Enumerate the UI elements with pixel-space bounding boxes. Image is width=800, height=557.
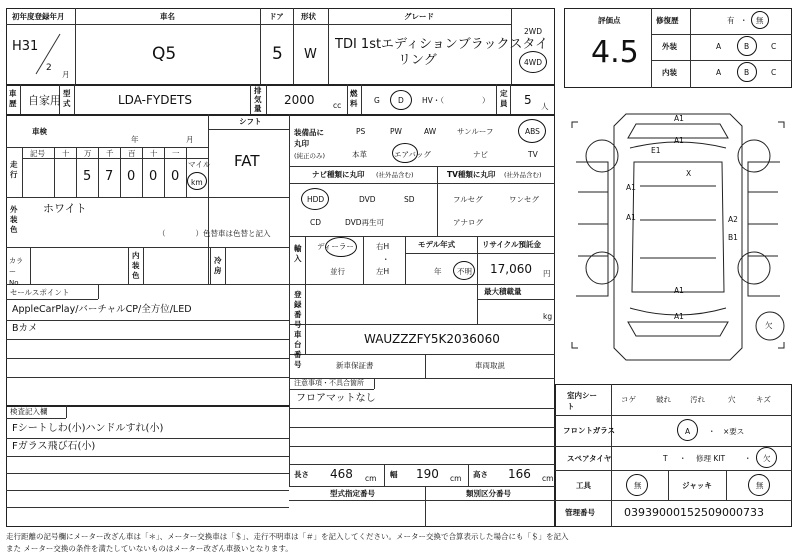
chassis-value: WAUZZZFY5K2036060 <box>364 332 500 346</box>
mileage-digit: 0 <box>171 169 180 184</box>
height-value: 166 <box>508 467 531 481</box>
shape-value: W <box>304 47 317 62</box>
fuel-close: ） <box>482 96 490 105</box>
displacement-unit: cc <box>333 101 342 110</box>
displacement-label: 排気量 <box>254 86 262 113</box>
inspection-month: 月 <box>186 135 194 144</box>
mileage-km-circle <box>187 172 207 190</box>
import-dealer: ディーラー <box>317 242 354 251</box>
category-label: 類別区分番号 <box>466 489 511 498</box>
car-name-value: Q5 <box>152 44 177 64</box>
exterior-a: A <box>716 42 722 51</box>
vehicle-use-value: 自家用 <box>28 94 61 107</box>
model-year-unknown-circle <box>453 261 475 280</box>
recycle-unit: 円 <box>543 269 551 278</box>
reg-number-label: 登録番号 <box>294 290 302 329</box>
equipment-tv: TV <box>528 150 538 159</box>
equipment-airbag: エアバッグ <box>394 150 431 159</box>
footer-line1: 走行距離の記号欄にメーター改ざん車は「＊」、メーター交換車は「＄」、走行不明車は「＃」を記入してください。メーター交換で合算表示した場合にも「＄」を記入 <box>6 532 569 541</box>
windshield-a-circle <box>677 419 698 441</box>
exterior-color-label: 外装色 <box>10 205 18 234</box>
model-code-label: 型式 <box>63 89 71 108</box>
inspection-note-line: Fシートしわ(小)ハンドルすれ(小) <box>12 423 164 434</box>
chassis-label: 車台番号 <box>294 330 302 369</box>
footer-line2: また メーター交換の条件を満たしていないものはメーター改ざん車扱いとなります。 <box>6 544 293 553</box>
model-year-label: モデル年式 <box>418 240 456 249</box>
fuel-hv: HV・（ <box>422 96 445 105</box>
tools-label: 工具 <box>576 481 591 490</box>
first-reg-month-unit: 月 <box>62 70 70 79</box>
tools-value: 無 <box>634 481 642 490</box>
spare-kit: 修理 KIT <box>696 454 726 463</box>
interior-label: 内装 <box>662 68 677 77</box>
diagram-mark: B1 <box>728 233 738 242</box>
doors-value: 5 <box>272 44 283 64</box>
equipment-sunroof: サンルーフ <box>457 127 494 136</box>
windshield-label: フロントガラス <box>563 426 616 435</box>
windshield-sep: ・ <box>708 427 716 436</box>
navi-sd: SD <box>404 195 415 204</box>
type-designation-label: 型式指定番号 <box>330 489 375 498</box>
max-load-label: 最大積載量 <box>484 287 522 296</box>
selling-point-line: AppleCarPlay/バーチャルCP/全方位/LED <box>12 304 192 315</box>
windshield-x: ×要ス <box>723 427 745 436</box>
navi-hdd-circle <box>301 188 329 210</box>
navi-cd: CD <box>310 218 322 227</box>
grade-value-line1: TDI 1stエディションブラックスタイ <box>335 37 549 52</box>
mileage-col-5: 一 <box>172 149 180 158</box>
exterior-c: C <box>771 42 777 51</box>
import-parallel: 並行 <box>330 267 345 276</box>
docs-warranty: 新車保証書 <box>336 361 374 370</box>
navi-dvd-play: DVD再生可 <box>345 218 385 227</box>
repair-yes: 有 <box>727 16 735 25</box>
inspection-year: 年 <box>131 135 139 144</box>
length-label: 長さ <box>294 470 309 479</box>
spare-missing-circle <box>756 447 777 468</box>
width-unit: cm <box>450 474 462 483</box>
exterior-label: 外装 <box>662 42 677 51</box>
inspection-note-line: Fガラス飛び石(小) <box>12 441 96 452</box>
mileage-col-0: 十 <box>62 149 70 158</box>
model-code-value: LDA-FYDETS <box>118 93 192 107</box>
diagram-mark: A1 <box>626 213 636 222</box>
vehicle-use-label: 車歴 <box>9 89 17 108</box>
jack-label: ジャッキ <box>682 481 712 490</box>
score-label: 評価点 <box>598 16 621 25</box>
mileage-unit-label: マイル <box>188 160 211 169</box>
repair-no-circle <box>751 11 769 29</box>
mileage-col-2: 千 <box>106 149 114 158</box>
recycle-value: 17,060 <box>490 262 532 276</box>
equipment-airbag-circle <box>392 143 418 163</box>
mileage-unit: km <box>191 178 203 187</box>
import-left: 左H <box>376 267 390 276</box>
repair-no: 無 <box>756 16 764 25</box>
navi-hdd: HDD <box>307 195 325 204</box>
seat-item: キズ <box>756 395 771 404</box>
first-reg-month: 2 <box>46 63 52 73</box>
mileage-col-4: 十 <box>150 149 158 158</box>
diagram-mark: A2 <box>728 215 738 224</box>
diagram-mark: A1 <box>674 286 684 295</box>
tv-oneseg: ワンセグ <box>509 195 539 204</box>
import-right: 右H <box>376 242 390 251</box>
max-load-unit: kg <box>543 312 553 321</box>
diagram-mark: E1 <box>651 146 661 155</box>
first-reg-era-year: H31 <box>12 39 39 54</box>
fuel-d-circle <box>390 90 412 110</box>
capacity-value: 5 <box>524 93 532 107</box>
doors-label: ドア <box>269 12 284 21</box>
equipment-label: 装備品に丸印 <box>294 128 324 148</box>
seat-item: 汚れ <box>690 395 705 404</box>
mileage-col-3: 百 <box>128 149 136 158</box>
jack-no-circle <box>748 474 770 496</box>
height-unit: cm <box>542 474 554 483</box>
equipment-pw: PW <box>390 127 402 136</box>
import-dealer-circle <box>325 237 357 257</box>
equipment-abs: ABS <box>525 127 540 136</box>
import-label: 輸入 <box>294 244 302 263</box>
tv-sublabel: (社外品含む) <box>504 171 542 179</box>
refrigerant-label: 冷房 <box>214 256 222 275</box>
notes-value: フロアマットなし <box>296 393 376 404</box>
mgmt-value: 03939000152509000733 <box>624 506 764 519</box>
fuel-label: 燃料 <box>350 89 358 108</box>
diagram-mark: X <box>686 169 692 178</box>
jack-value: 無 <box>756 481 764 490</box>
inspection-notes-label: 検査記入欄 <box>10 407 48 416</box>
equipment-abs-circle <box>518 119 546 143</box>
shape-label: 形状 <box>301 12 316 21</box>
repair-label: 修復歴 <box>656 16 679 25</box>
inspection-label: 車検 <box>32 127 47 136</box>
selling-points-label: セールスポイント <box>10 288 70 297</box>
drive-4wd-circle <box>519 51 547 73</box>
repair-dot: ・ <box>740 16 748 25</box>
capacity-label: 定員 <box>500 89 508 108</box>
color-no-label: カラーNo. <box>9 257 23 287</box>
import-dot: ・ <box>382 255 390 264</box>
seat-label: 室内シート <box>567 391 597 411</box>
equipment-ps: PS <box>356 127 366 136</box>
mileage-digit: 5 <box>83 169 92 184</box>
spare-t: T <box>663 454 668 463</box>
score-value: 4.5 <box>591 35 639 70</box>
spare-missing: 欠 <box>763 454 771 463</box>
spare-label: スペアタイヤ <box>567 454 612 463</box>
exterior-color-value: ホワイト <box>43 202 87 215</box>
model-year-unknown: 不明 <box>457 267 472 276</box>
seat-item: 穴 <box>728 395 736 404</box>
width-label: 幅 <box>390 470 398 479</box>
tv-label: TV種類に丸印 <box>447 170 496 179</box>
interior-b-circle <box>737 62 757 82</box>
exterior-color-repaint: （ ）色替車は色替と記入 <box>158 229 271 238</box>
fuel-d: D <box>398 96 404 105</box>
windshield-a: A <box>685 427 691 436</box>
selling-point-line: Bカメ <box>12 323 38 334</box>
spare-sep2: ・ <box>744 454 752 463</box>
interior-b: B <box>744 68 750 77</box>
height-label: 高さ <box>473 470 488 479</box>
equipment-leather: 本革 <box>352 150 367 159</box>
mileage-digit: 7 <box>105 169 114 184</box>
tv-fullseg: フルセグ <box>453 195 483 204</box>
seat-item: コゲ <box>621 395 636 404</box>
navi-dvd: DVD <box>359 195 376 204</box>
shift-label: シフト <box>239 117 262 126</box>
exterior-b-circle <box>737 36 757 56</box>
length-value: 468 <box>330 467 353 481</box>
grade-value-line2: リング <box>398 53 437 68</box>
seat-item: 破れ <box>656 395 671 404</box>
shift-value: FAT <box>234 152 260 170</box>
capacity-unit: 人 <box>541 102 549 111</box>
drive-2wd: 2WD <box>524 27 542 36</box>
recycle-label: リサイクル預託金 <box>482 240 541 249</box>
fuel-g: G <box>374 96 380 105</box>
car-name-label: 車名 <box>160 12 175 21</box>
interior-a: A <box>716 68 722 77</box>
mileage-digit: 0 <box>127 169 136 184</box>
model-year-year: 年 <box>434 267 442 276</box>
interior-c: C <box>771 68 777 77</box>
first-reg-label: 初年度登録年月 <box>12 12 65 21</box>
tools-no-circle <box>626 474 648 496</box>
length-unit: cm <box>365 474 377 483</box>
navi-label: ナビ種類に丸印 <box>312 170 365 179</box>
equipment-sublabel: (純正のみ) <box>294 152 326 160</box>
diagram-mark: A1 <box>674 136 684 145</box>
mgmt-label: 管理番号 <box>565 508 595 517</box>
diagram-mark: A1 <box>674 114 684 123</box>
diagram-mark: A1 <box>674 312 684 321</box>
equipment-aw: AW <box>424 127 437 136</box>
spare-sep: ・ <box>679 454 687 463</box>
tv-analog: アナログ <box>453 218 483 227</box>
docs-manual: 車両取説 <box>475 361 505 370</box>
diagram-missing: 欠 <box>765 321 773 330</box>
mileage-sublabel: 記号 <box>30 149 45 158</box>
exterior-b: B <box>744 42 750 51</box>
mileage-col-1: 万 <box>84 149 92 158</box>
grade-label: グレード <box>404 12 434 21</box>
navi-sublabel: (社外品含む) <box>376 171 414 179</box>
mileage-label: 走行 <box>10 160 18 179</box>
displacement-value: 2000 <box>284 93 315 107</box>
mileage-digit: 0 <box>149 169 158 184</box>
drive-4wd: 4WD <box>524 58 542 67</box>
interior-color-label: 内装色 <box>132 251 140 280</box>
width-value: 190 <box>416 467 439 481</box>
notes-label: 注意事項・不具合箇所 <box>294 379 364 387</box>
equipment-navi: ナビ <box>473 150 488 159</box>
diagram-mark: A1 <box>626 183 636 192</box>
